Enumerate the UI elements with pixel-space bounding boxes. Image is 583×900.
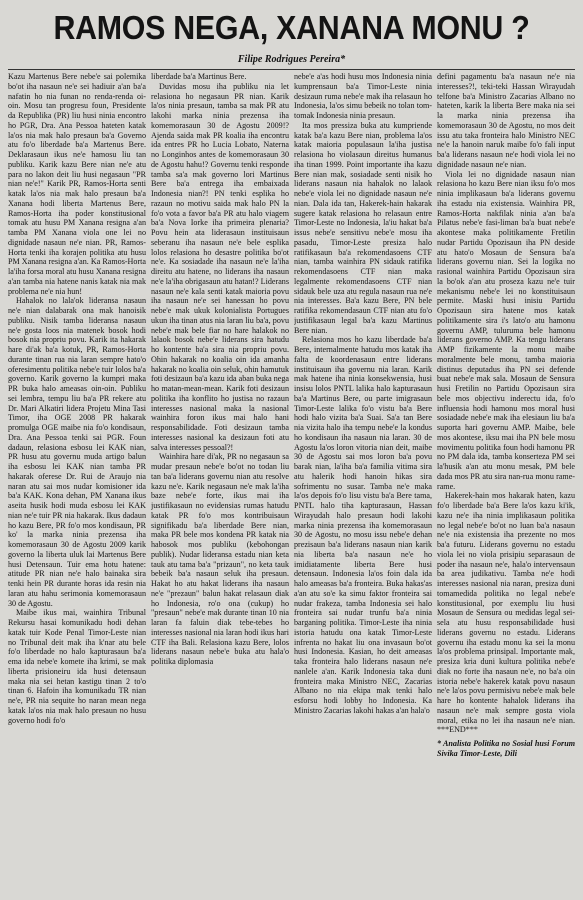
paragraph: nebe'e a'as hodi husu mos Indonesia ninia kumprensaun ba'a Timor-Leste ninia desizaun ruma nebe'e mak iha relasaun ho Indonesia, la'os simu bebeik no tolan tom-tomak Indonesia ninia presaun. <box>294 72 432 120</box>
paragraph: defini pagamentu ba'a nasaun ne'e nia interesses?!, teki-teki Hassan Wirayudah telfone ba'a Ministro Zacarias Albano no hateten, karik la liberta Bere maka nia sei la marka ninia prezensa iha komemorasaun 30 de Agostu, no mos deit issu atu taka fronteira halo Ministro NEC ne'e la hanoin naruk maibe fo'o fali input ba'a liderans nasaun ne'e hodi viola lei no dignidade nasaun ne'e nian. <box>437 72 575 169</box>
paragraph: Hakerek-hain mos hakarak haten, kazu fo'o liberdade ba'a Bere la'os kazu ki'ik, kazu ne'e iha ninia implikasaun politika no legal nebe'e bo'ot no luan ba'a nasaun ne'e nia existensia iha prezente no mos ba'a futuru. Liderans governu no estadu viola lei no viola prisipiu separasaun de poder iha nasaun ne'e, hala'o intervensaun ba area judikativu. Tamba ne'e hodi interesses nasional nia naran, presiza duni tomamedida politika no legal nebe'e konstitusional, por exemplu liu husi Mosaun de Sensura ou medidas legal sei-sela atu husu responsabilidade husi liderans governu no estadu. Liderans governu iha estadu monu ka sei la monu la'os problema prinsipal. Importante mak, presiza kria duni kultura politika nebe'e diak no forte iha nasaun ne'e, no ba'a oin istoria nebe'e hakerek katak povu nasaun ne'e la'os povu permisivu nebe'e mak bele hare ho kontente hahalok liderans iha nasaun ne'e mak sempre gosta viola moral, etika no lei iha nasaun ne'e nian. ***END*** <box>437 491 575 735</box>
article-byline: Filipe Rodrigues Pereira* <box>237 54 346 65</box>
paragraph: Kazu Martenus Bere nebe'e sai polemika bo'ot iha nasaun ne'e sei hadiuir a'an ba'a nafatin ho nia funan no renda-renda oi-oin. Mosu tan progresu foun, Presidente da Republika (PR) liu husi ninia encontro ho PGR, Dra. Ana Pessoa hateten katak la'os nia mak halo presaun ba'a Governo atu fo'o liberdade ba'a Martenus Bere. Deklarasaun ikus ne'e hamosu liu tan publiku. Karik kazu Bere nian ne'e atu para no lakon deit liu husi negasaun "PR nian ne'e!" Karik PR, Ramos-Horta senti katak la'os nia mak halo presaun ba'a Xanana hodi liberta Martenus Bere, Ramos-Horta iha poder konstitusional tomak atu husu PM Xanana resigna a'an tamba PM Xanana viola one lei no dignidade nasaun ne'e nian. PR, Ramos-Horta tenki iha korajen politika atu husu PM Xanana resigna a'an. Ka Ramos-Horta la'iha forsa moral atu husu Xanana resigna a'an tamba nia hatene nanis katak nia mak problema ne'e nia hun! <box>8 72 146 296</box>
article-column-2 <box>151 72 289 900</box>
author-note: * Analista Politika no Sosial husi Forum Sivika Timor-Leste, Dili <box>437 739 575 758</box>
article-body <box>8 72 575 900</box>
paragraph: Wainhira hare di'ak, PR no negasaun sa mudar presaun nebe'e bo'ot no todan liu tan ba'a liderans governu nian atu resolve kazu ne'e. Karik negasaun ne'e mak la'iha baze nebe'e forte, ikus mai iha justifikasaun no evidensias rumas hatudu katak PR fo'o mos kontribuisaun signifikadu ba'a liberdade Bere nian, maka PR bele mos kondena PR katak nia habosok mos publiku (kebohongan publik). Nudar lideransa estadu nian keta tauk atu tama ba'a "prizaun", no keta tauk bebeik ba'a nasaun seluk iha presaun. Hakat ho atu hakat liderans iha nasaun ne'e "prezaun" balun hakat relasaun diak ho Indonesia, ro'o ona (cukup) ho "presaun" nebe'e mak durante tinan 10 nia laran fa faluin diak tebe-tebes ho interesses nasional nia laran hodi ikus hari CTF iha Bali. Relasiona kazu Bere, lolos liderans nasaun nebe'e buka atu hala'o politika diplomasia <box>151 452 289 666</box>
article-column-3 <box>294 72 432 900</box>
paragraph: Viola lei no dignidade nasaun nian relasiona ho kazu Bere nian iksu fo'o mos ninia implikasaun ba'a liderans governu iha estadu nia existensia. Wainhira PR, Ramos-Horta nakfilak ninia a'an ba'a Pilatus nebe'e fasi-liman ba'a buat nebe'e akontese maka politikamente Fretilin nudar Partidu Opozisaun iha PN deside atu hato'o Mosaun de Sensura ba'a liderans governu nian. Sei la logika no rasional wainhira Partidu Opozisaun sira la bo'ok a'an atu proseza kazu ne'e tuir mekanismu nebe'e lei no konstituisaun permite. Maski husi inisiu Partidu Opozisaun sira hatene mos katak politikamente sira i's lato'o atu hamonu governu AMP, tuluruma bele hamonu liderans governo AMP. Ka tengu liderans AMP fizikamente la monu maibe moralmente bele monu, tamba maioria distinus deputadus iha PN sei defende buat nebe'e mak sala. Mosaun de Sensura husi Fretilin no Partidu Opozisaun sira bele mos objectivu inderectu ida, fo'o influensia hodi hamonu mos moral husi sosiadade nebe'e mak iha elesiaun liu ba'a suporta hari governu AMP. Maibe, bele mos akontese, iksu mai iha PN bele mosu movimentu politika foun hodi hamonu PR no PM dala ida, tamba konserteza PM sei la'husik a'an atu monu mesak, PM bele dada mos PR atu sira nan-rua monu rame-rame. <box>437 169 575 491</box>
paragraph: Maibe ikus mai, wainhira Tribunal Rekursu hasai komunikadu hodi dehan katak tuir Kode Penal Timor-Leste nian no Tribunal deit mak iha k'nar atu bele fo'o liberdade no halo kapturasaun ba'a ema ida nebe'e komete iha krimi, se mak liberta prisioneiru ida husi detensaun maka nia sei hetan kastigu tinan 2 to'o tinan 6. Hafoin iha komunikadu TR nian ne'e, PR nia sequite ho naran mean nega katak la'os nia mak halo presaun no husu governo hodi fo'o <box>8 608 146 725</box>
paragraph: liberdade ba'a Martinus Bere. <box>151 72 247 81</box>
paragraph: Hahalok no lala'ok lideransa nasaun ne'e nian dalabarak ona mak hanoisik publiku. Nisik tamba lideransa nasaun ne'e gosta loos nia matenek bosok hodi bosok nia propriu povu. Karik ita hakarak hare di'ak ba'a kotuk, PR, Ramos-Horta durante tinan rua nia laran sempre hato'o oferesimentu politika nebe'e tuir lolos ba'a governo. Karik governo la kumpri maka PR buka halo ameasas oin-oin. Publiku sei lembra, tempu liu ba'a PR rekere atu Dr. Mari Alkatiri lidera Projetu Mina Tasi Timor, iha OGE 2008 PR hakarak promulga OGE maibe nia fo'o kondisaun, Dra. Ana Pessoa tenki sai PGR. Foun dadaun, relasiona esbosu lei KAK nian, PR husu atu governu muda artigo balun iha esbosu lei KAK nian tamba PR hakarak oferese Dr. Rui de Araujo nia naran atu sai mos nudar komisioner ida ba'a KAK. Kona dehan, PM Xanana ikus aseita husik hodi muda esbosu lei KAK nian ne'e tuir PR nia hakarak. Ikus dadaun ho kazu Bere, PR fo'o mos kondisaun, PR ko' la marka ninia prezensa iha komemorasaun 30 de Agostu 2009 karik governo la liberta uluk lai Martenus Bere husi Detensaun. Tuir ema hotu hatene: atitude PR nian ne'e halo bainaka sira tenki hein PR durante horas ida resin nia laran atu hahu serimonia komemorasaun 30 de Agostu. <box>8 296 146 608</box>
paragraph: Ita mos pressiza buka atu kumpriende katak ba'a kazu Bere nian, problema la'os katak maioria populasaun la'iha justisa relasiona ho violasaun direitus humanus iha tinan 1999. Point importante iha kazu Bere nian mak, sosiadade senti nisik ho liderans nasaun nia hahalok no lalaok nebe'e viola lei no dignidade nasaun ne'e nian. Dala ida tan, Hakerek-hain hakarak sugere katak relasiona ho relasaun entre Timor-Leste no Indonesia, la'iu hakat ba'a issus nebe'e sensitivu nebe'e mosu iha pasadu, Timor-Leste presiza halo ratifikasaun ba'a rekomendasoens CTF nian, tamba wainhira PN sidauk ratifika rekomendasoens CTF nian maka legalmente rekomendasoens CTF nian sidauk bele uza atu regula nasaun rua ne'e nia interesses. Ba'a kazu Bere, PN bele ratifika rekomendasaun CTF nian atu fo'o justifikasaun legal ba'a kazu Martinus Bere nian. <box>294 120 432 335</box>
article-column-4 <box>437 72 575 900</box>
header-divider <box>8 69 575 70</box>
article-column-1 <box>8 72 146 900</box>
article-headline: RAMOS NEGA, XANANA MONU ? <box>53 9 530 46</box>
paragraph: Duvidas mosu iha publiku nia let relasiona ho negasaun PR nian. Karik la'os ninia presaun, tamba sa mak PR atu lakohi marka ninia prezensa iha komemorasaun 30 de Agostu 2009!? Ajenda saida mak PR koalia iha encontru ida entres PR ho Lucia Lobato, Naterna no Longinhos antes de komemorasaun 30 de Agostu hahu!? Governu tenki responde tamba sa'a mak governo lori Martinus Bere ba'a entrega iha embaixada Indonesia nian?! PN tenki esplika ho razaun no motivu saida mak halo PN la fo'o vota a favor ba'a PR atu halo viagem ba'a Nova Iorke iha primeira plenaria? Povu hein ata liderasaun instituisaun seberanu iha nasaun ne'e bele esplika lolos relasiona ho desastre politika bo'ot ne'e. Ka sosiadade iha nasaun ne'e la'iha direitu atu hatene, no liderans iha nasaun ne'e la'iha obrigasaun atu hatan!? Liderans nasaun ne'e kala senti katak maioria povu iha nasaun ne'e sei hanessan ho povu nebe'e mak ukuk kolonialista Portugues ukun iha tinan atus nia laran liu ba'a, povu nebe'e mak bele fiar no hare halakok no lalaok bosok nebe'e liderans sira hatudu ho kontente ba'a sira nia propriu povu. Ohin hakarak no koalia oin ida amanha hakarak no koalia oin seluk, ohin hamutuk foti desizaun ba'a kazu ida aban buka nega ho matan-mean-mean. Karik foti desizaun politika iha konflito ho justisa no razaun interesses nasional maka la nasional wainhira foron ikus mai halo hani responsabilidade. Foti desizaun tamba interesses nasional ka desizaun foti atu salva interesses pessoal?! <box>151 81 289 452</box>
paragraph: Relasiona mos ho kazu liberdade ba'a Bere, internalmente hatudu mos katak iha falta de koordenasaun entre liderans instituisaun iha governu nia laran. Karik mak hatene iha ninia konsekwensia, husi insisu lolos PNTL lalika halo kapturasaun ba'a Martinus Bere, ou parte imigrasaun Timor-Leste lalika fo'o vistu ba'a Bere hodi halo vizita ba'a Suai. Sa'a tan Bere nia vizita halo iha tempu nebe'e la kondus ho kondisaun iha nasaun nia laran. 30 de Agostu la'os loron vitoria nian deit, maibe 30 de Agostu sai mos loron ba'a povu barak nian, la'iha ba'a familia vitima sira atu halerik hodi hanoin hikas sira sofrimentu no susar. Tamba ne'e maka la'os depois fo'o lisu vistu ba'a Bere tama, PNTL halo tiha kapturasaun, Hassan Wirayudah halo presaun hodi lakohi marka ninia prezensa iha komemorasaun 30 de Agostu, no mosu issu nebe'e dehan prezisaun ba'a liderans nasaun nian karik nia liberta ba'a nasaun ne'e ho imidiatamente liberta Bere husi detensaun. Indonesia la'os foin dala ida halo ameasas ba'a fronteira. Buka hakas'as a'an atu so'e ka simu faktor fronteira sai nudar frakeza, tamba Indonesia sei halo fronteira sai nudar trunfu ba'a ninia barganing politika. Timor-Leste iha ninia istoria hatudu ona katak Timor-Leste infrenta no hakat liu ona invasaun bo'ot husi Indonesia. Kasian, ho deit ameasas taka fronteira halo liderans nasaun ne'e nanlele a'an. Karik Indonesia taka duni fronteira maka Ministro NEC, Zacarias Albano no nia ekipa mak tenki halo esforsu hodi lobby ho Indonesia. Ka Ministro Zacarias lakohi hakas a'an hala'o <box>294 335 432 715</box>
